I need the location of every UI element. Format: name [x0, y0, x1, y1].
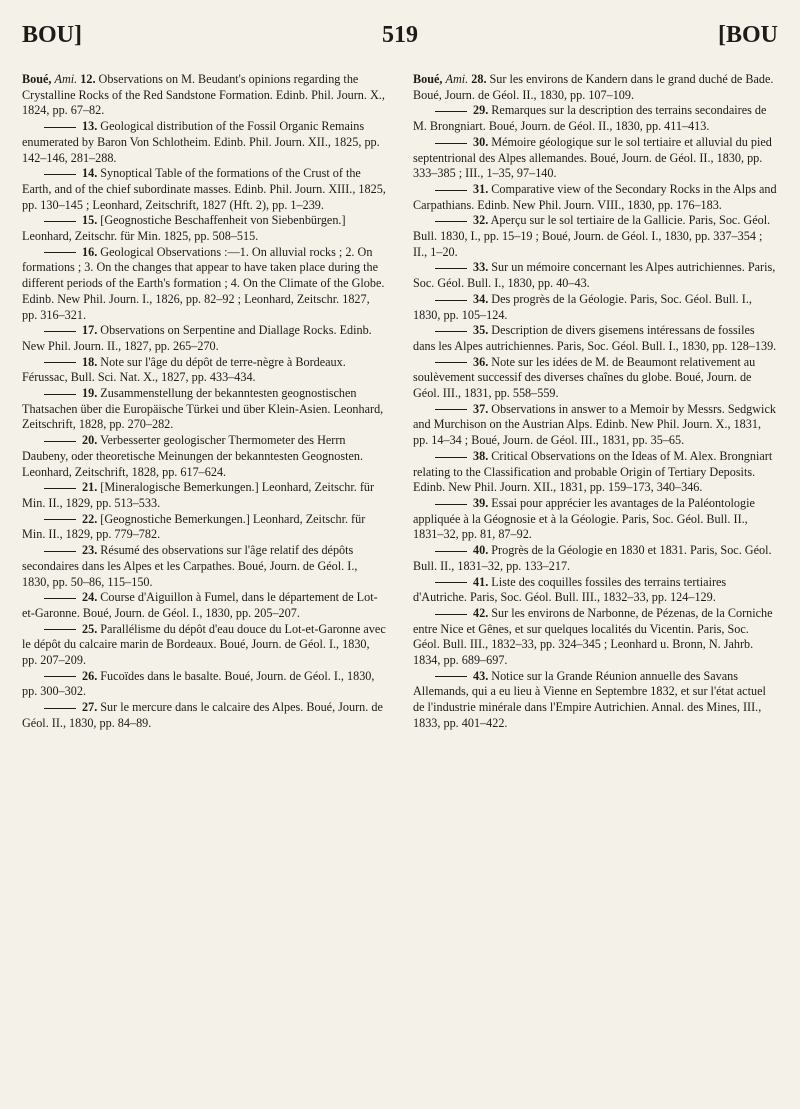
bibliography-entry	[22, 245, 387, 324]
entry-citation: Fucoïdes dans le basalte. Boué, Journ. de Géol. I., 1830, pp. 300–302.	[22, 668, 375, 699]
repeat-author-dash	[44, 488, 76, 489]
entry-number: 19.	[82, 386, 98, 401]
page-number: 519	[382, 22, 418, 48]
bibliography-entry	[413, 575, 778, 606]
repeat-author-dash	[44, 441, 76, 442]
repeat-author-dash	[435, 551, 467, 552]
bibliography-entry	[22, 355, 387, 386]
entry-number: 16.	[82, 244, 98, 259]
repeat-author-dash	[44, 708, 76, 709]
entry-citation: Description de divers gisemens intéressans de fossiles dans les Alpes autrichiennes. Paris, Soc. Géol. Bull. I., 1830, pp. 128–139.	[413, 323, 777, 353]
repeat-author-dash	[44, 629, 76, 630]
bibliography-columns	[22, 72, 778, 1101]
repeat-author-dash	[44, 676, 76, 677]
entry-number: 15.	[82, 213, 98, 228]
repeat-author-dash	[435, 190, 467, 191]
entry-number: 36.	[473, 354, 489, 369]
entry-number: 24.	[82, 590, 98, 605]
entry-citation: Sur un mémoire concernant les Alpes autrichiennes. Paris, Soc. Géol. Bull. I., 1830, pp. 40–43.	[413, 260, 776, 291]
entry-number: 18.	[82, 354, 98, 369]
repeat-author-dash	[435, 409, 467, 410]
bibliography-entry	[413, 496, 778, 543]
entry-citation: Progrès de la Géologie en 1830 et 1831. Paris, Soc. Géol. Bull. II., 1831–32, pp. 133–217.	[413, 543, 772, 573]
repeat-author-dash	[44, 252, 76, 253]
author-given-name: Ami.	[54, 72, 78, 86]
repeat-author-dash	[44, 551, 76, 552]
bibliography-entry	[413, 260, 778, 291]
bibliography-entry	[22, 480, 387, 511]
repeat-author-dash	[435, 268, 467, 269]
entry-citation: Parallélisme du dépôt d'eau douce du Lot-et-Garonne avec le dépôt du calcaire marin de Bordeaux. Boué, Journ. de Géol. I., 1830, pp. 207–209.	[22, 621, 386, 668]
entry-citation: [Geognostiche Bemerkungen.] Leonhard, Zeitschr. für Min. II., 1829, pp. 779–782.	[22, 511, 366, 542]
entry-citation: Sur les environs de Kandern dans le grand duché de Bade. Boué, Journ. de Géol. II., 1830, pp. 107–109.	[413, 72, 774, 102]
bibliography-entry	[413, 213, 778, 260]
repeat-author-dash	[435, 331, 467, 332]
entry-citation: Sur le mercure dans le calcaire des Alpes. Boué, Journ. de Géol. II., 1830, pp. 84–89.	[22, 700, 383, 730]
entry-number: 37.	[473, 401, 489, 416]
repeat-author-dash	[435, 300, 467, 301]
entry-citation: Résumé des observations sur l'âge relatif des dépôts secondaires dans les Alpes et les Carpathes. Boué, Journ. de Géol. I., 1830, pp. 50–86, 115–150.	[22, 543, 358, 589]
bibliography-entry	[22, 669, 387, 700]
entry-number: 35.	[473, 323, 489, 338]
entry-citation: Critical Observations on the Ideas of M. Alex. Brongniart relating to the Classification and probable Origin of Tertiary Deposits. Edinb. New Phil. Journ. XII., 1831, pp. 159–173, 340–346.	[413, 448, 773, 495]
bibliography-entry	[22, 700, 387, 731]
bibliography-entry	[413, 355, 778, 402]
repeat-author-dash	[435, 676, 467, 677]
entry-citation: Mémoire géologique sur le sol tertiaire et alluvial du pied septentrional des Alpes allemandes. Boué, Journ. de Géol. II., 1830, pp. 333–385 ; III., 1–35, 97–140.	[413, 134, 772, 181]
repeat-author-dash	[435, 582, 467, 583]
entry-number: 14.	[82, 166, 98, 181]
entry-citation: Observations in answer to a Memoir by Messrs. Sedgwick and Murchison on the Austrian Alps. Edinb. New Phil. Journ. X., 1831, pp. 14–34 ; Boué, Journ. de Géol. III., 1831, pp. 35–65.	[413, 401, 776, 448]
bibliography-entry	[22, 119, 387, 166]
entry-number: 31.	[473, 181, 489, 196]
entry-number: 29.	[473, 103, 489, 118]
entry-number: 33.	[473, 260, 489, 275]
left-column	[22, 72, 387, 732]
running-header	[22, 22, 778, 62]
bibliography-entry	[413, 323, 778, 354]
entry-number: 30.	[473, 134, 489, 149]
bibliography-entry	[413, 103, 778, 134]
entry-citation: Des progrès de la Géologie. Paris, Soc. Géol. Bull. I., 1830, pp. 105–124.	[413, 291, 752, 322]
entry-number: 39.	[473, 495, 489, 510]
entry-citation: Synoptical Table of the formations of the Crust of the Earth, and of the chief subordinate masses. Edinb. Phil. Journ. XIII., 1825, pp. 130–145 ; Leonhard, Zeitschrift, 1827 (Hft. 2), pp. 1–239.	[22, 166, 386, 212]
entry-citation: Sur les environs de Narbonne, de Pézenas, de la Corniche entre Nice et Gênes, et sur quelques localités du Vicentin. Paris, Soc. Géol. Bull. III., 1832–33, pp. 324–345 ; Leonhard u. Bronn, N. Jahrb. 1834, pp. 689–697.	[413, 605, 773, 668]
entry-citation: [Geognostiche Beschaffenheit von Siebenbürgen.] Leonhard, Zeitschr. für Min. 1825, pp. 508–515.	[22, 213, 346, 244]
header-right-guide: [BOU	[718, 22, 778, 48]
entry-citation: Remarques sur la description des terrains secondaires de M. Brongniart. Boué, Journ. de Géol. II., 1830, pp. 411–413.	[413, 103, 767, 134]
entry-number: 40.	[473, 543, 489, 558]
repeat-author-dash	[435, 504, 467, 505]
bibliography-entry	[22, 72, 387, 119]
bibliography-entry	[22, 166, 387, 213]
repeat-author-dash	[435, 362, 467, 363]
header-left-guide: BOU]	[22, 22, 82, 48]
entry-number: 26.	[82, 668, 98, 683]
bibliography-entry	[413, 449, 778, 496]
bibliography-entry	[22, 543, 387, 590]
repeat-author-dash	[435, 614, 467, 615]
author-name: Boué,	[413, 72, 443, 86]
repeat-author-dash	[435, 143, 467, 144]
bibliography-entry	[413, 402, 778, 449]
entry-citation: Essai pour apprécier les avantages de la Paléontologie appliquée à la Géognosie et à la Géologie. Paris, Soc. Géol. Bull. II., 1831–32, pp. 81, 87–92.	[413, 495, 755, 542]
repeat-author-dash	[44, 519, 76, 520]
bibliography-entry	[413, 182, 778, 213]
repeat-author-dash	[44, 598, 76, 599]
repeat-author-dash	[44, 221, 76, 222]
entry-citation: Aperçu sur le sol tertiaire de la Gallicie. Paris, Soc. Géol. Bull. 1830, I., pp. 15–19 ; Boué, Journ. de Géol. I., 1830, pp. 337–354 ; II., 1–20.	[413, 213, 771, 259]
bibliography-entry	[413, 72, 778, 103]
repeat-author-dash	[44, 127, 76, 128]
entry-number: 34.	[473, 291, 489, 306]
entry-citation: Observations on Serpentine and Diallage Rocks. Edinb. New Phil. Journ. II., 1827, pp. 265–270.	[22, 323, 372, 353]
bibliography-entry	[413, 135, 778, 182]
bibliography-entry	[413, 292, 778, 323]
entry-citation: Geological Observations :—1. On alluvial rocks ; 2. On formations ; 3. On the changes that appear to have taken place during the different periods of the Earth's formation ; 4. On the Climate of the Globe. Edinb. New Phil. Journ. I., 1826, pp. 82–92 ; Leonhard, Zeitschr. 1827, pp. 316–321.	[22, 244, 385, 322]
repeat-author-dash	[435, 457, 467, 458]
right-column	[413, 72, 778, 732]
repeat-author-dash	[44, 174, 76, 175]
entry-number: 42.	[473, 605, 489, 620]
entry-citation: Verbesserter geologischer Thermometer des Herrn Daubeny, oder theoretische Meinungen der bekanntesten Geognosten. Leonhard, Zeitschrift, 1828, pp. 617–624.	[22, 433, 364, 479]
entry-number: 25.	[82, 621, 98, 636]
entry-citation: Course d'Aiguillon à Fumel, dans le département de Lot-et-Garonne. Boué, Journ. de Géol. I., 1830, pp. 205–207.	[22, 590, 378, 620]
entry-number: 13.	[82, 119, 98, 134]
entry-number: 17.	[82, 323, 98, 338]
repeat-author-dash	[435, 111, 467, 112]
entry-number: 12.	[80, 72, 96, 86]
entry-number: 43.	[473, 668, 489, 683]
entry-citation: Zusammenstellung der bekanntesten geognostischen Thatsachen über die Europäische Türkei und über Klein-Asien. Leonhard, Zeitschrift, 1828, pp. 270–282.	[22, 386, 384, 432]
entry-number: 38.	[473, 448, 489, 463]
entry-number: 28.	[471, 72, 487, 86]
entry-number: 21.	[82, 480, 98, 495]
entry-citation: Liste des coquilles fossiles des terrains tertiaires d'Autriche. Paris, Soc. Géol. Bull. III., 1832–33, pp. 124–129.	[413, 574, 727, 605]
bibliography-entry	[413, 543, 778, 574]
bibliography-entry	[22, 386, 387, 433]
bibliography-entry	[413, 669, 778, 732]
bibliography-entry	[22, 323, 387, 354]
entry-number: 41.	[473, 574, 489, 589]
entry-number: 32.	[473, 213, 489, 228]
entry-citation: Note sur l'âge du dépôt de terre-nègre à Bordeaux. Férussac, Bull. Sci. Nat. X., 1827, pp. 433–434.	[22, 354, 346, 385]
entry-citation: Note sur les idées de M. de Beaumont relativement au soulèvement successif des diverses chaînes du globe. Boué, Journ. de Géol. III., 1831, pp. 558–559.	[413, 354, 756, 401]
bibliography-entry	[413, 606, 778, 669]
bibliography-entry	[22, 433, 387, 480]
entry-citation: Geological distribution of the Fossil Organic Remains enumerated by Baron Von Schlotheim. Edinb. Phil. Journ. XII., 1825, pp. 142–146, 281–288.	[22, 119, 380, 165]
bibliography-entry	[22, 512, 387, 543]
author-name: Boué,	[22, 72, 52, 86]
repeat-author-dash	[435, 221, 467, 222]
repeat-author-dash	[44, 331, 76, 332]
bibliography-entry	[22, 622, 387, 669]
repeat-author-dash	[44, 394, 76, 395]
entry-number: 23.	[82, 543, 98, 558]
bibliography-entry	[22, 213, 387, 244]
entry-number: 22.	[82, 511, 98, 526]
entry-number: 20.	[82, 433, 98, 448]
repeat-author-dash	[44, 362, 76, 363]
bibliography-entry	[22, 590, 387, 621]
entry-citation: Observations on M. Beudant's opinions regarding the Crystalline Rocks of the Red Sandstone Formation. Edinb. Phil. Journ. X., 1824, pp. 67–82.	[22, 72, 385, 118]
entry-number: 27.	[82, 700, 98, 715]
entry-citation: Notice sur la Grande Réunion annuelle des Savans Allemands, qui a eu lieu à Vienne en Septembre 1832, et sur l'état actuel de l'industrie minérale dans l'Empire Autrichien. Annal. des Mines, III., 1833, pp. 401–422.	[413, 668, 766, 730]
author-given-name: Ami.	[445, 72, 469, 86]
entry-citation: [Mineralogische Bemerkungen.] Leonhard, Zeitschr. für Min. II., 1829, pp. 513–533.	[22, 480, 375, 510]
entry-citation: Comparative view of the Secondary Rocks in the Alps and Carpathians. Edinb. New Phil. Journ. VIII., 1830, pp. 176–183.	[413, 181, 777, 212]
